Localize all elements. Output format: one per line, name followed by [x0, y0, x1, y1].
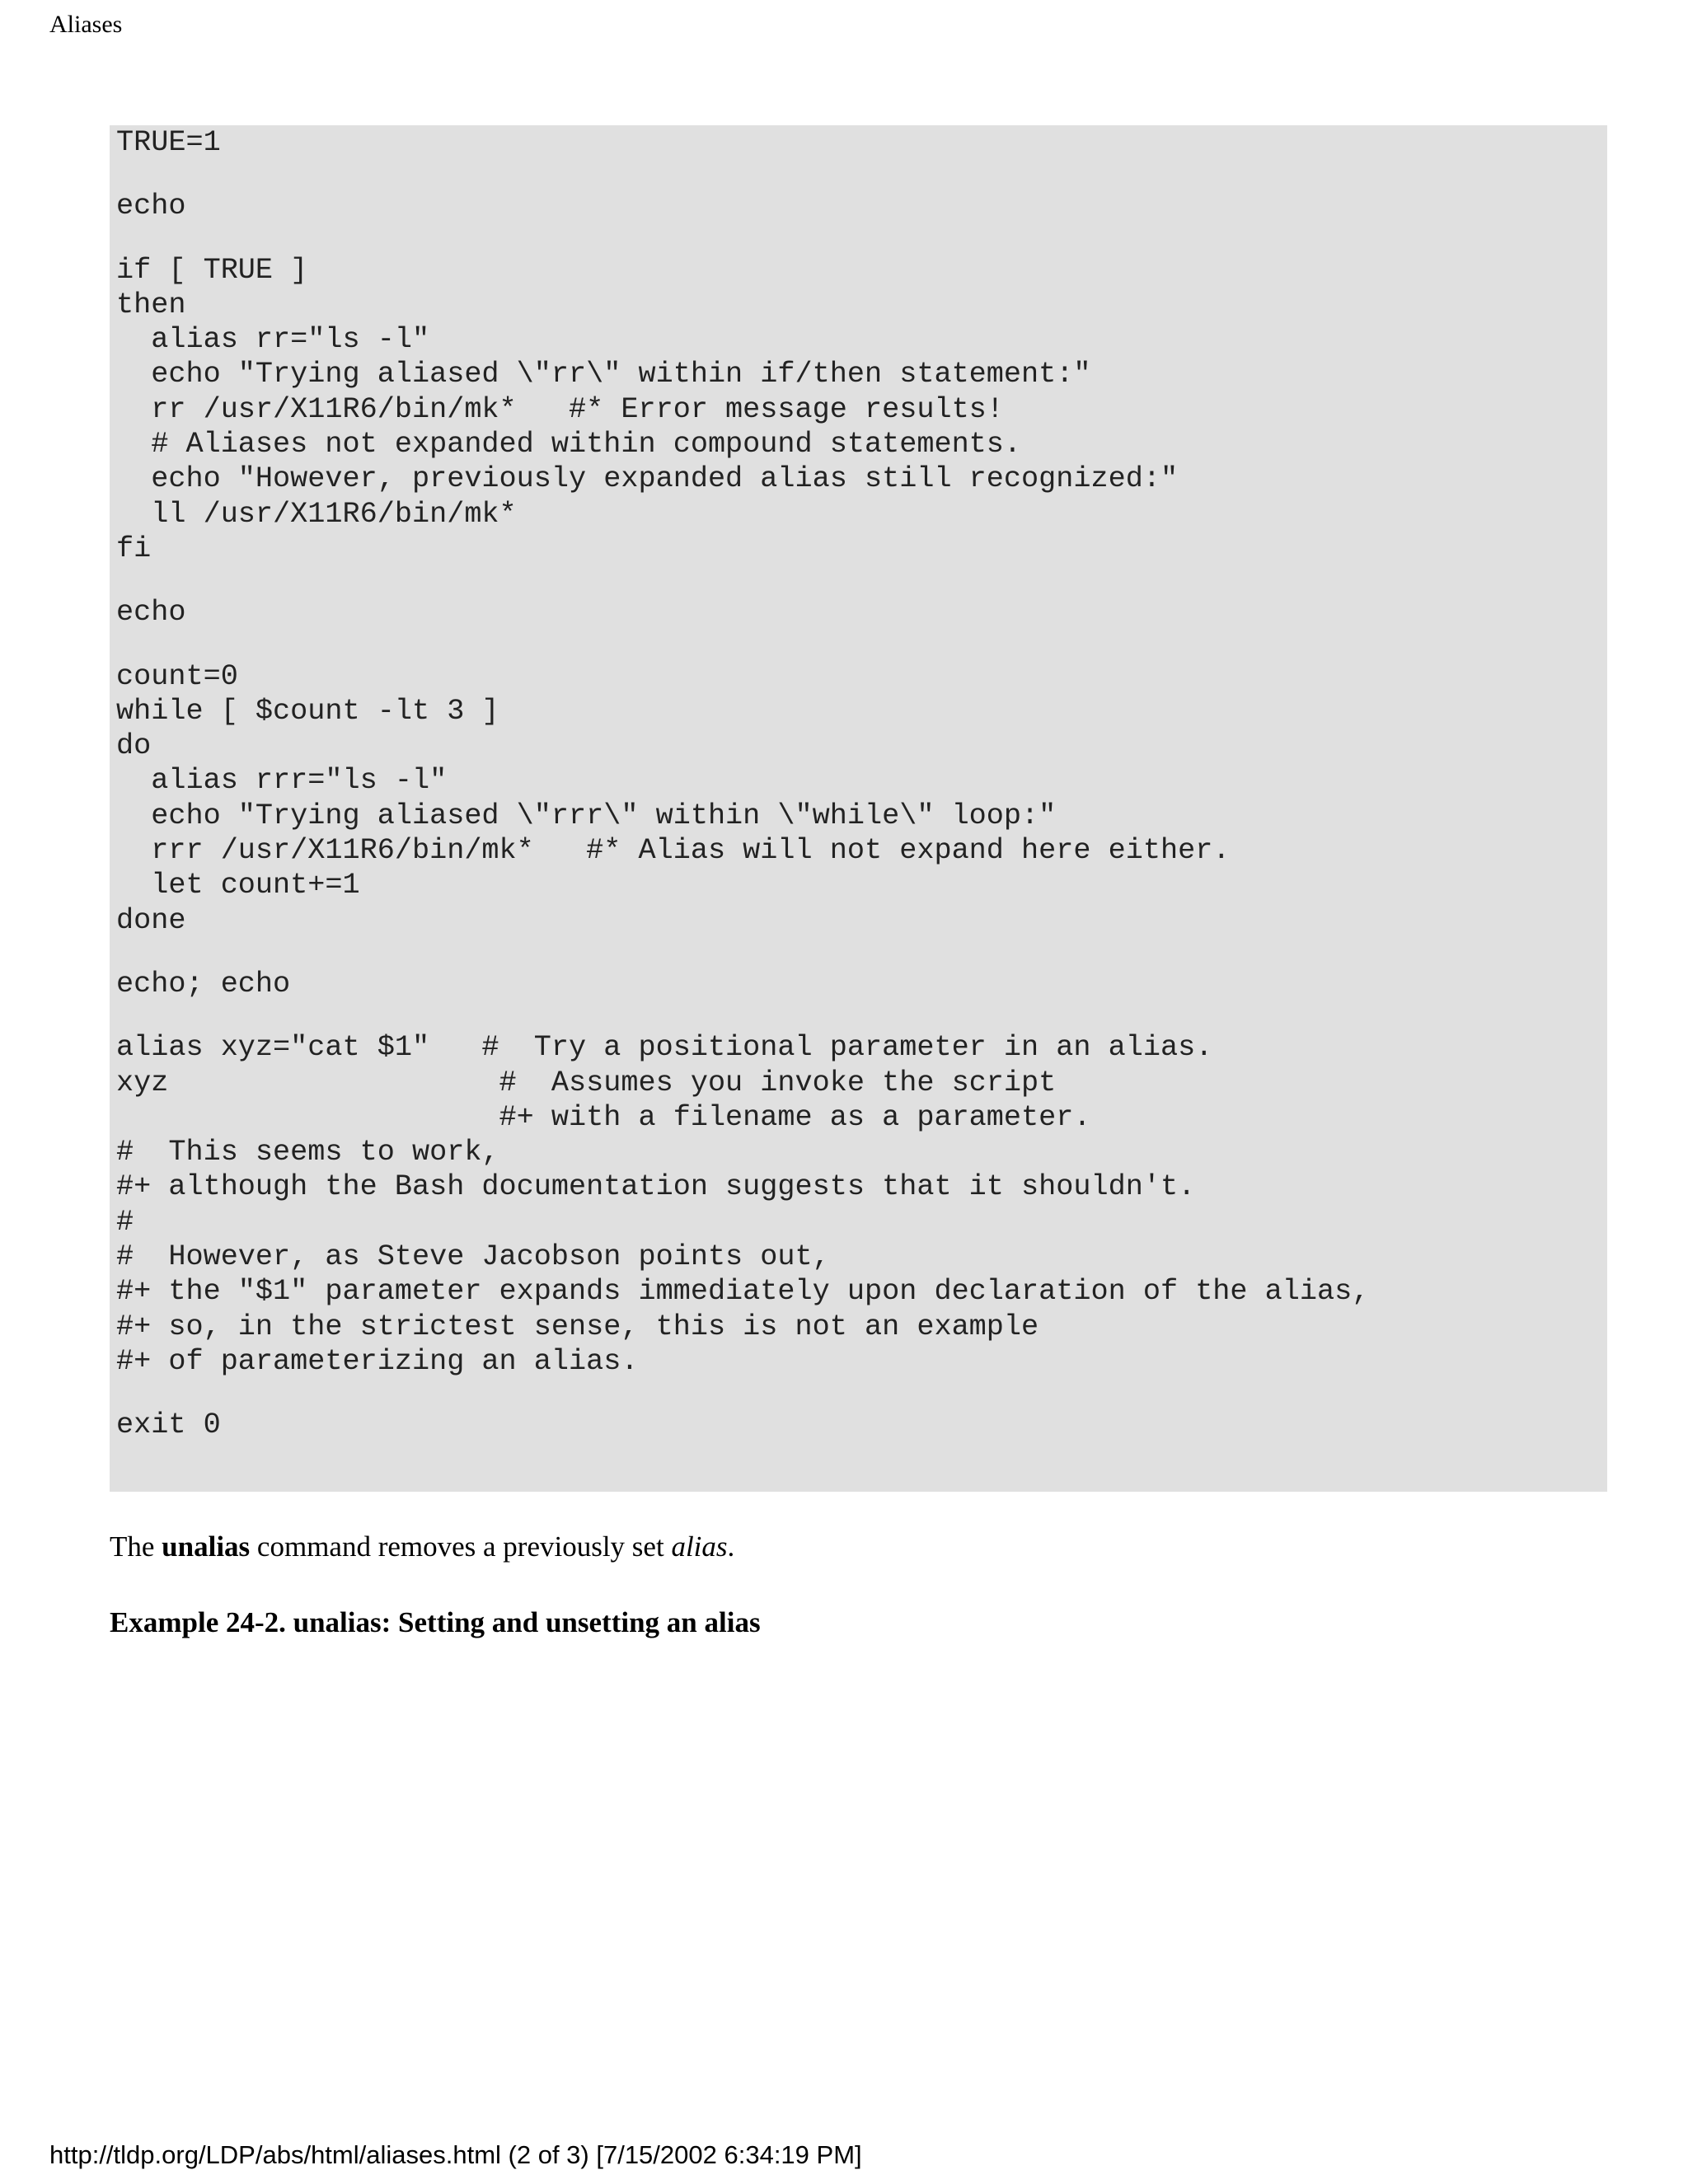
code-line: count=0 — [116, 659, 238, 693]
code-blank-line — [116, 938, 1607, 967]
code-blank-line — [116, 566, 1607, 595]
unalias-command-term: unalias — [162, 1530, 251, 1563]
alias-term: alias — [671, 1530, 728, 1563]
code-line: #+ so, in the strictest sense, this is not an example — [116, 1310, 1039, 1343]
code-line: then — [116, 288, 186, 321]
code-line: echo "Trying aliased \"rr\" within if/then statement:" — [116, 358, 1091, 391]
code-line: #+ of parameterizing an alias. — [116, 1344, 639, 1378]
code-line: #+ with a filename as a parameter. — [116, 1100, 1091, 1134]
page-header-title: Aliases — [49, 11, 123, 38]
code-blank-line — [116, 630, 1607, 659]
code-line: rr /usr/X11R6/bin/mk* #* Error message results! — [116, 392, 1004, 426]
code-line: echo "Trying aliased \"rrr\" within \"while\" loop:" — [116, 799, 1057, 832]
paragraph-suffix: . — [727, 1530, 735, 1563]
code-line: let count+=1 — [116, 869, 360, 902]
code-line: echo; echo — [116, 967, 291, 1001]
example-title: Example 24-2. unalias: Setting and unsetting an alias — [110, 1606, 761, 1638]
unalias-paragraph — [110, 1529, 734, 1565]
code-line: #+ although the Bash documentation suggests that it shouldn't. — [116, 1170, 1196, 1204]
code-blank-line — [116, 160, 1607, 189]
code-line: # — [116, 1205, 134, 1239]
code-line: if [ TRUE ] — [116, 253, 308, 287]
code-line: done — [116, 903, 186, 937]
code-blank-line — [116, 1379, 1607, 1408]
code-line: do — [116, 729, 152, 763]
code-line: echo — [116, 190, 186, 223]
paragraph-middle: command removes a previously set — [250, 1530, 672, 1563]
code-line: echo "However, previously expanded alias still recognized:" — [116, 462, 1179, 496]
code-line: # However, as Steve Jacobson points out, — [116, 1240, 830, 1274]
code-blank-line — [116, 1001, 1607, 1030]
code-line: ll /usr/X11R6/bin/mk* — [116, 497, 517, 531]
code-text — [116, 125, 1607, 1443]
code-line: echo — [116, 596, 186, 630]
code-line: exit 0 — [116, 1408, 221, 1442]
code-line: fi — [116, 532, 152, 565]
code-line: TRUE=1 — [116, 126, 221, 159]
code-line: # Aliases not expanded within compound statements. — [116, 428, 1022, 462]
code-blank-line — [116, 224, 1607, 253]
code-line: #+ the "$1" parameter expands immediately upon declaration of the alias, — [116, 1275, 1370, 1309]
code-line: alias xyz="cat $1" # Try a positional parameter in an alias. — [116, 1031, 1213, 1065]
code-line: while [ $count -lt 3 ] — [116, 694, 499, 728]
code-line: alias rrr="ls -l" — [116, 764, 448, 798]
code-line: # This seems to work, — [116, 1136, 499, 1169]
code-line: rrr /usr/X11R6/bin/mk* #* Alias will not expand here either. — [116, 834, 1231, 868]
page-footer-url: http://tldp.org/LDP/abs/html/aliases.html (2 of 3) [7/15/2002 6:34:19 PM] — [49, 2140, 862, 2169]
code-listing — [110, 125, 1607, 1492]
paragraph-prefix: The — [110, 1530, 162, 1563]
code-line: alias rr="ls -l" — [116, 323, 430, 357]
code-line: xyz # Assumes you invoke the script — [116, 1066, 1057, 1099]
